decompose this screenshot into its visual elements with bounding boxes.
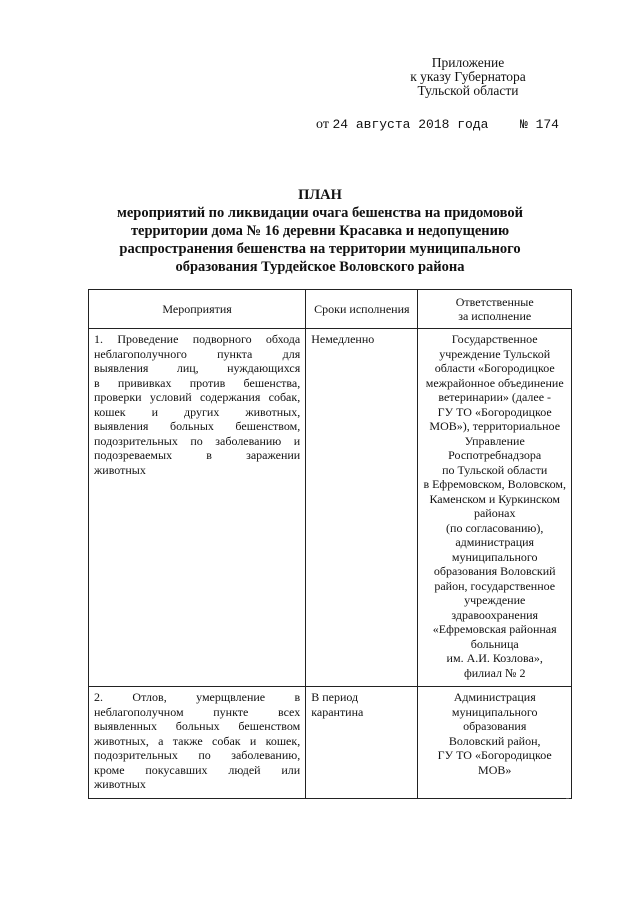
table-row [89,329,572,687]
responsible-line: по Тульской области [442,462,548,477]
responsible-line: здравоохранения [451,607,539,622]
activity-line: животных [94,777,146,791]
activity-line: 1. Проведение подворного обхода [94,332,301,346]
activity-line: животных [94,462,146,477]
appendix-line: Тульской области [417,83,519,98]
header-responsible [418,290,572,329]
deadline-cell: Немедленно [306,329,418,687]
activity-line: неблагополучного пункта для [94,346,301,361]
responsible-line: филиал № 2 [463,665,526,680]
responsible-line: области «Богородицкое [434,361,555,375]
responsible-line: (по согласованию), [446,520,544,535]
responsible-line: образования Воловский [433,564,556,578]
responsible-line: учреждение Тульской [439,346,551,361]
plan-subtitle-line: мероприятий по ликвидации очага бешенства на придомовой [116,205,523,221]
activity-cell [89,687,306,799]
responsible-line: Государственное [451,332,538,346]
responsible-line: ГУ ТО «Богородицкое [437,404,552,419]
responsible-line: МОВ»), территориальное [429,419,561,433]
order-date-line [316,117,559,133]
header-responsible-line: за исполнение [458,309,532,323]
responsible-line: «Ефремовская районная [432,622,557,636]
activity-line: подозреваемых в заражении [94,448,301,462]
responsible-line: образования [463,719,527,733]
deadline-cell: В период карантина [306,687,418,799]
activity-line: подозрительных по заболеванию и [94,433,301,448]
responsible-line: муниципального [451,704,538,719]
plan-heading [100,186,540,276]
order-number: № 174 [519,117,559,132]
responsible-line: Управление [464,433,525,448]
plan-table [88,289,572,799]
plan-subtitle-line: образования Турдейское Воловского района [175,259,465,275]
activity-line: выявления лиц, нуждающихся [94,361,301,375]
plan-subtitle-line: территории дома № 16 деревни Красавка и недопущению [130,223,510,239]
responsible-line: районах [473,506,516,520]
responsible-line: межрайонное объединение [425,375,564,390]
plan-title: ПЛАН [298,187,342,203]
order-date: 24 августа 2018 года [332,117,489,132]
appendix-block [378,56,558,98]
responsible-line: больница [470,636,519,651]
header-activities: Мероприятия [89,290,306,329]
responsible-line: Каменском и Куркинском [429,491,560,506]
header-responsible-line: Ответственные [455,294,534,309]
responsible-line: Администрация [453,690,536,704]
activity-line: в прививках против бешенства, [94,375,301,390]
responsible-line: учреждение [464,593,526,607]
header-deadlines: Сроки исполнения [306,290,418,329]
appendix-line: к указу Губернатора [410,69,526,84]
activity-line: выявления больных бешенством, [94,419,301,433]
table-row [89,687,572,799]
appendix-line: Приложение [431,55,505,70]
responsible-line: в Ефремовском, Воловском, [423,477,566,491]
scan-mark [566,798,569,799]
responsible-line: ГУ ТО «Богородицкое [437,748,552,762]
activity-line: подозрительных по заболеванию, [94,748,301,762]
activity-line: неблагополучном пункте всех [94,704,301,719]
activity-line: животных, а также собак и кошек, [94,733,301,748]
activity-line: выявленных больных бешенством [94,719,301,733]
responsible-line: муниципального [451,549,538,564]
activity-cell [89,329,306,687]
order-from-prefix: от [316,117,329,132]
responsible-cell [418,687,572,799]
activity-line: 2. Отлов, умерщвление в [94,690,301,704]
responsible-line: МОВ» [478,762,512,777]
responsible-line: администрация [455,535,535,549]
responsible-cell [418,329,572,687]
activity-line: проверки условий содержания собак, [94,390,301,404]
plan-subtitle-line: распространения бешенства на территории муниципального [119,241,521,257]
activity-line: кошек и других животных, [94,404,301,419]
responsible-line: Воловский район, [448,733,541,748]
responsible-line: Роспотребнадзора [448,448,542,462]
responsible-line: район, государственное [434,578,556,593]
table-header-row [89,290,572,329]
responsible-line: ветеринарии» (далее - [438,390,552,404]
responsible-line: им. А.И. Козлова», [446,651,543,665]
activity-line: кроме покусавших людей или [94,762,301,777]
